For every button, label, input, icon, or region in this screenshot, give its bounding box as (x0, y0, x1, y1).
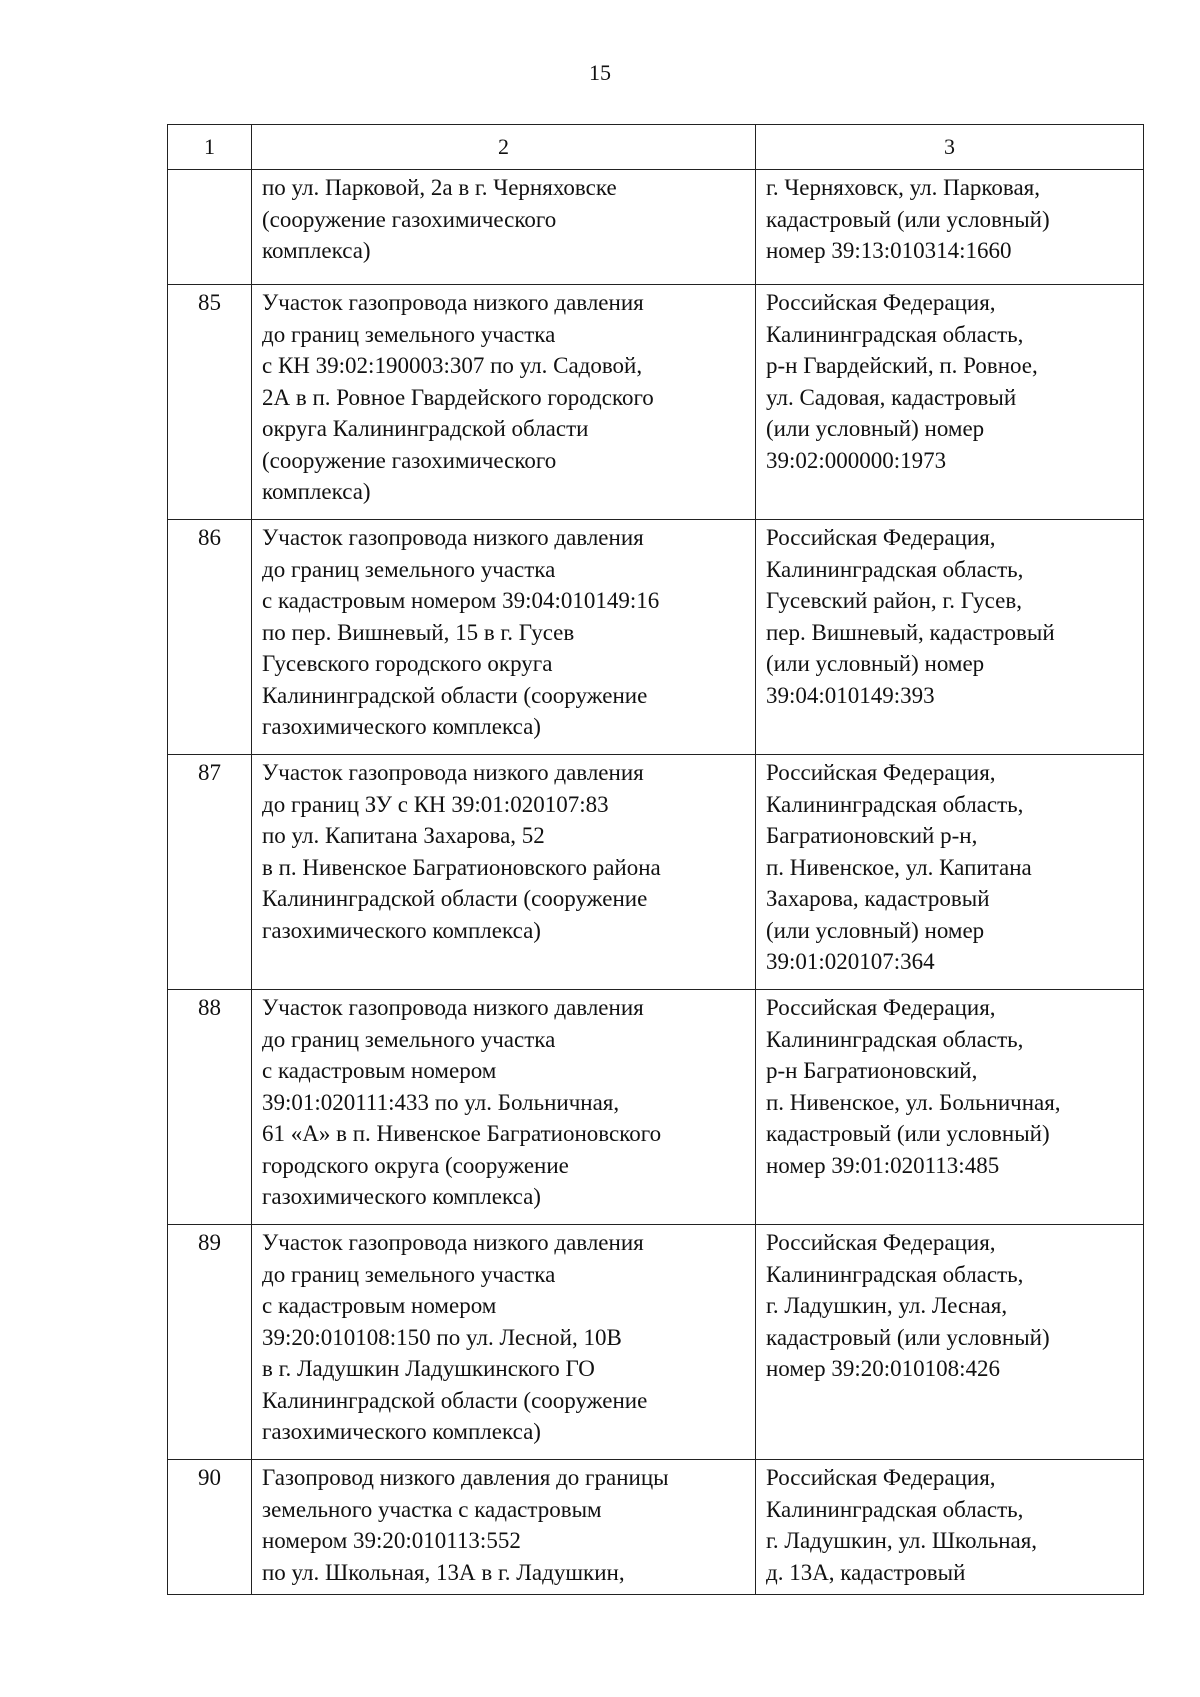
description-line: (сооружение газохимического (262, 447, 557, 473)
description-line: 61 «А» в п. Нивенское Багратионовского (262, 1121, 662, 1146)
address-line: Калининградская область, (766, 1261, 1024, 1287)
address-line: Российская Федерация, (766, 290, 996, 315)
table-row (168, 520, 1144, 755)
address-line: р-н Гвардейский, п. Ровное, (766, 353, 1038, 378)
address-line: Захарова, кадастровый (766, 886, 990, 911)
description-line: Гусевского городского округа (262, 651, 553, 676)
description-line: 39:01:020111:433 по ул. Больничная, (262, 1089, 620, 1115)
description-line: газохимического комплекса) (262, 714, 541, 739)
table-row (168, 285, 1144, 520)
row-number: 85 (168, 285, 252, 520)
description-line: до границ земельного участка (262, 321, 556, 347)
address-line: (или условный) номер (766, 416, 985, 441)
page-number: 15 (589, 60, 611, 85)
address-line: ул. Садовая, кадастровый (766, 384, 1017, 410)
description-line: комплекса) (262, 238, 371, 263)
description-line: с КН 39:02:190003:307 по ул. Садовой, (262, 353, 643, 378)
row-number (168, 170, 252, 285)
address-line: пер. Вишневый, кадастровый (766, 619, 1055, 645)
description-line: номером 39:20:010113:552 (262, 1528, 521, 1553)
address-line: 39:02:000000:1973 (766, 447, 947, 473)
description-line: по ул. Парковой, 2а в г. Черняховске (262, 175, 617, 200)
address-line: п. Нивенское, ул. Больничная, (766, 1089, 1061, 1115)
description-line: до границ земельного участка (262, 556, 556, 582)
address-line: кадастровый (или условный) (766, 1324, 1050, 1350)
table-row (168, 755, 1144, 990)
address-line: Гусевский район, г. Гусев, (766, 588, 1022, 613)
address-line: Российская Федерация, (766, 995, 996, 1020)
row-number: 88 (168, 990, 252, 1225)
description-line: в п. Нивенское Багратионовского района (262, 854, 661, 880)
address-line: Российская Федерация, (766, 760, 996, 785)
object-description (252, 285, 756, 520)
row-number: 90 (168, 1460, 252, 1595)
address-line: номер 39:01:020113:485 (766, 1152, 1000, 1178)
object-address (756, 520, 1144, 755)
description-line: Калининградской области (сооружение (262, 886, 648, 911)
description-line: в г. Ладушкин Ладушкинского ГО (262, 1356, 595, 1381)
property-table (167, 124, 1144, 1595)
address-line: Калининградская область, (766, 1026, 1024, 1052)
address-line: кадастровый (или условный) (766, 1121, 1050, 1146)
address-line: номер 39:20:010108:426 (766, 1356, 1001, 1381)
description-line: Участок газопровода низкого давления (262, 1230, 644, 1255)
description-line: по ул. Школьная, 13А в г. Ладушкин, (262, 1559, 625, 1585)
table-row (168, 1225, 1144, 1460)
description-line: 2А в п. Ровное Гвардейского городского (262, 384, 654, 410)
table-row (168, 1460, 1144, 1595)
address-line: Российская Федерация, (766, 1230, 996, 1255)
description-line: до границ земельного участка (262, 1026, 556, 1052)
description-line: земельного участка с кадастровым (262, 1496, 602, 1522)
address-line: г. Ладушкин, ул. Школьная, (766, 1528, 1038, 1553)
description-line: округа Калининградской области (262, 416, 589, 441)
address-line: п. Нивенское, ул. Капитана (766, 854, 1032, 880)
address-line: Калининградская область, (766, 556, 1024, 582)
address-line: д. 13А, кадастровый (766, 1559, 966, 1585)
address-line: кадастровый (или условный) (766, 206, 1050, 232)
address-line: г. Черняховск, ул. Парковая, (766, 175, 1041, 200)
header-col-3: 3 (756, 125, 1144, 170)
object-address (756, 990, 1144, 1225)
description-line: (сооружение газохимического (262, 206, 557, 232)
header-row (168, 125, 1144, 170)
description-line: 39:20:010108:150 по ул. Лесной, 10В (262, 1324, 622, 1350)
row-number: 89 (168, 1225, 252, 1460)
description-line: Газопровод низкого давления до границы (262, 1465, 669, 1490)
address-line: (или условный) номер (766, 917, 985, 943)
address-line: Калининградская область, (766, 1496, 1024, 1522)
object-address (756, 1460, 1144, 1595)
object-description (252, 1225, 756, 1460)
description-line: с кадастровым номером (262, 1293, 497, 1318)
address-line: Калининградская область, (766, 791, 1024, 817)
description-line: газохимического комплекса) (262, 1184, 541, 1209)
header-col-1: 1 (168, 125, 252, 170)
address-line: р-н Багратионовский, (766, 1058, 978, 1083)
object-address (756, 170, 1144, 285)
address-line: г. Ладушкин, ул. Лесная, (766, 1293, 1008, 1318)
description-line: по ул. Капитана Захарова, 52 (262, 823, 545, 848)
row-number: 87 (168, 755, 252, 990)
description-line: Калининградской области (сооружение (262, 1387, 648, 1413)
description-line: городского округа (сооружение (262, 1152, 569, 1178)
object-description (252, 990, 756, 1225)
description-line: Калининградской области (сооружение (262, 682, 648, 708)
object-description (252, 520, 756, 755)
address-line: Российская Федерация, (766, 1465, 996, 1490)
description-line: газохимического комплекса) (262, 1419, 541, 1444)
object-description (252, 1460, 756, 1595)
address-line: Российская Федерация, (766, 525, 996, 550)
description-line: по пер. Вишневый, 15 в г. Гусев (262, 619, 575, 645)
description-line: комплекса) (262, 479, 371, 504)
table-row (168, 170, 1144, 285)
description-line: Участок газопровода низкого давления (262, 995, 644, 1020)
address-line: Багратионовский р-н, (766, 823, 978, 848)
object-address (756, 755, 1144, 990)
object-address (756, 1225, 1144, 1460)
row-number: 86 (168, 520, 252, 755)
object-description (252, 755, 756, 990)
description-line: с кадастровым номером 39:04:010149:16 (262, 588, 660, 613)
description-line: до границ ЗУ с КН 39:01:020107:83 (262, 791, 609, 817)
object-address (756, 285, 1144, 520)
description-line: Участок газопровода низкого давления (262, 525, 644, 550)
header-col-2: 2 (252, 125, 756, 170)
object-description (252, 170, 756, 285)
description-line: до границ земельного участка (262, 1261, 556, 1287)
description-line: газохимического комплекса) (262, 917, 541, 943)
address-line: 39:04:010149:393 (766, 682, 935, 708)
address-line: Калининградская область, (766, 321, 1024, 347)
description-line: Участок газопровода низкого давления (262, 760, 644, 785)
address-line: 39:01:020107:364 (766, 949, 935, 974)
address-line: номер 39:13:010314:1660 (766, 238, 1012, 263)
description-line: с кадастровым номером (262, 1058, 497, 1083)
address-line: (или условный) номер (766, 651, 985, 676)
table-row (168, 990, 1144, 1225)
description-line: Участок газопровода низкого давления (262, 290, 644, 315)
